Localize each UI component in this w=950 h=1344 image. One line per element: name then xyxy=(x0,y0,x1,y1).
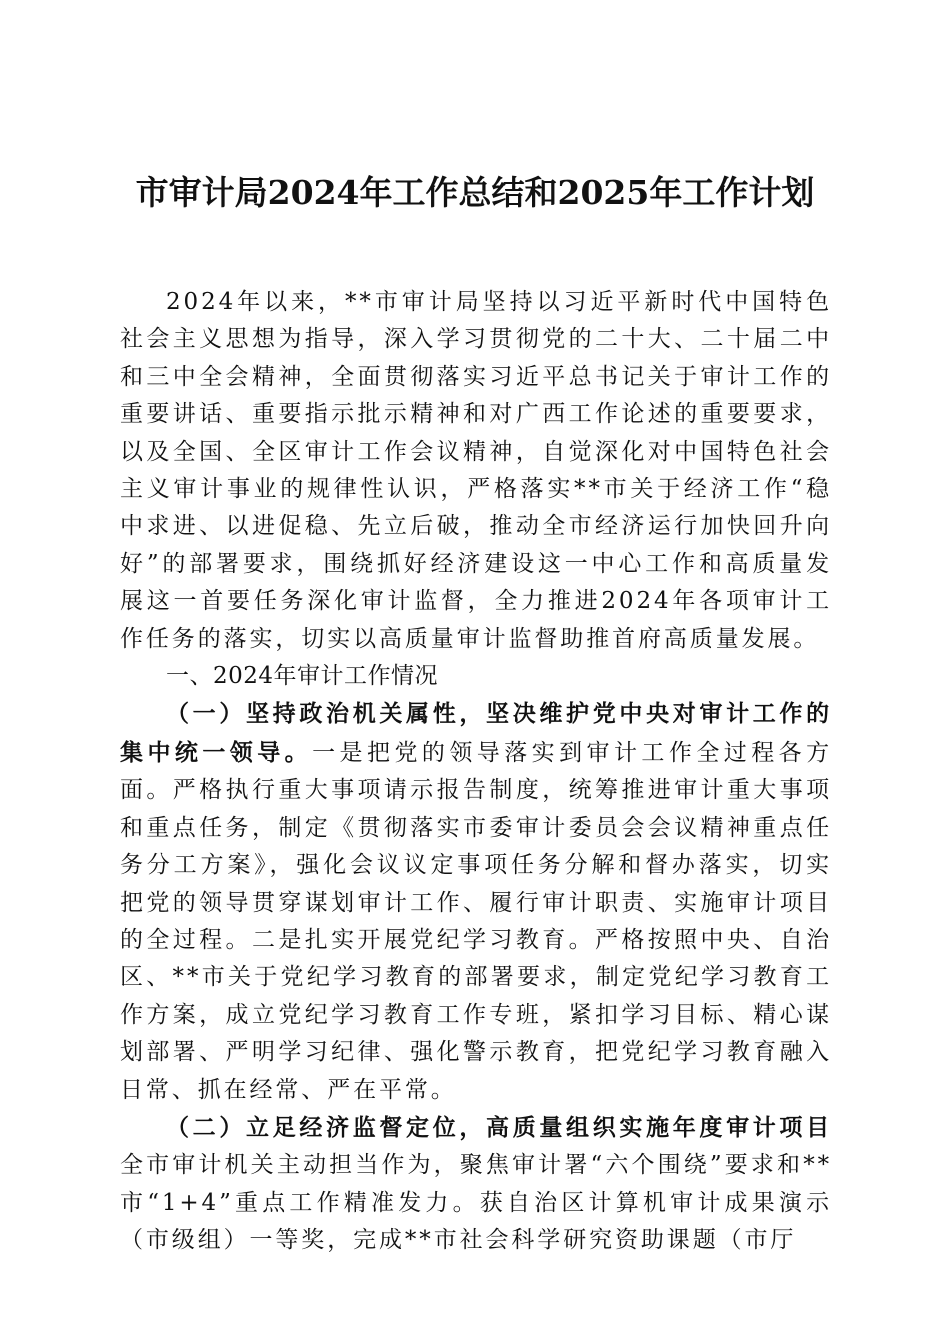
section-heading: 一、2024年审计工作情况 xyxy=(166,663,439,690)
document-body xyxy=(120,284,832,1260)
subsection-2-paragraph xyxy=(120,1109,832,1260)
subsection-1-paragraph xyxy=(120,695,832,1108)
subsection-1-body: 一是把党的领导落实到审计工作全过程各方面。严格执行重大事项请示报告制度，统筹推进审计重大事项和重点任务，制定《贯彻落实市委审计委员会会议精神重点任务分工方案》，强化会议议定事项任务分解和督办落实，切实把党的领导贯穿谋划审计工作、履行审计职责、实施审计项目的全过程。二是扎实开展党纪学习教育。严格按照中央、自治区、**市关于党纪学习教育的部署要求，制定党纪学习教育工作方案，成立党纪学习教育工作专班，紧扣学习目标、精心谋划部署、严明学习纪律、强化警示教育，把党纪学习教育融入日常、抓在经常、严在平常。 xyxy=(120,739,832,1103)
subsection-2-heading: （二）立足经济监督定位，高质量组织实施年度审计项目 xyxy=(166,1113,832,1141)
subsection-1-heading: （一）坚持政治机关属性，坚决维护党中央对审计工作的集中统一领导。 xyxy=(120,700,832,766)
subsection-2-body: 全市审计机关主动担当作为，聚焦审计署“六个围绕”要求和**市“1+4”重点工作精准发力。获自治区计算机审计成果演示（市级组）一等奖，完成**市社会科学研究资助课题（市厅 xyxy=(120,1152,832,1254)
intro-paragraph: 2024年以来，**市审计局坚持以习近平新时代中国特色社会主义思想为指导，深入学习贯彻党的二十大、二十届二中和三中全会精神，全面贯彻落实习近平总书记关于审计工作的重要讲话、重要指示批示精神和对广西工作论述的重要要求，以及全国、全区审计工作会议精神，自觉深化对中国特色社会主义审计事业的规律性认识，严格落实**市关于经济工作“稳中求进、以进促稳、先立后破，推动全市经济运行加快回升向好”的部署要求，围绕抓好经济建设这一中心工作和高质量发展这一首要任务深化审计监督，全力推进2024年各项审计工作任务的落实，切实以高质量审计监督助推首府高质量发展。 xyxy=(120,289,832,652)
document-title: 市审计局2024年工作总结和2025年工作计划 xyxy=(135,173,815,212)
